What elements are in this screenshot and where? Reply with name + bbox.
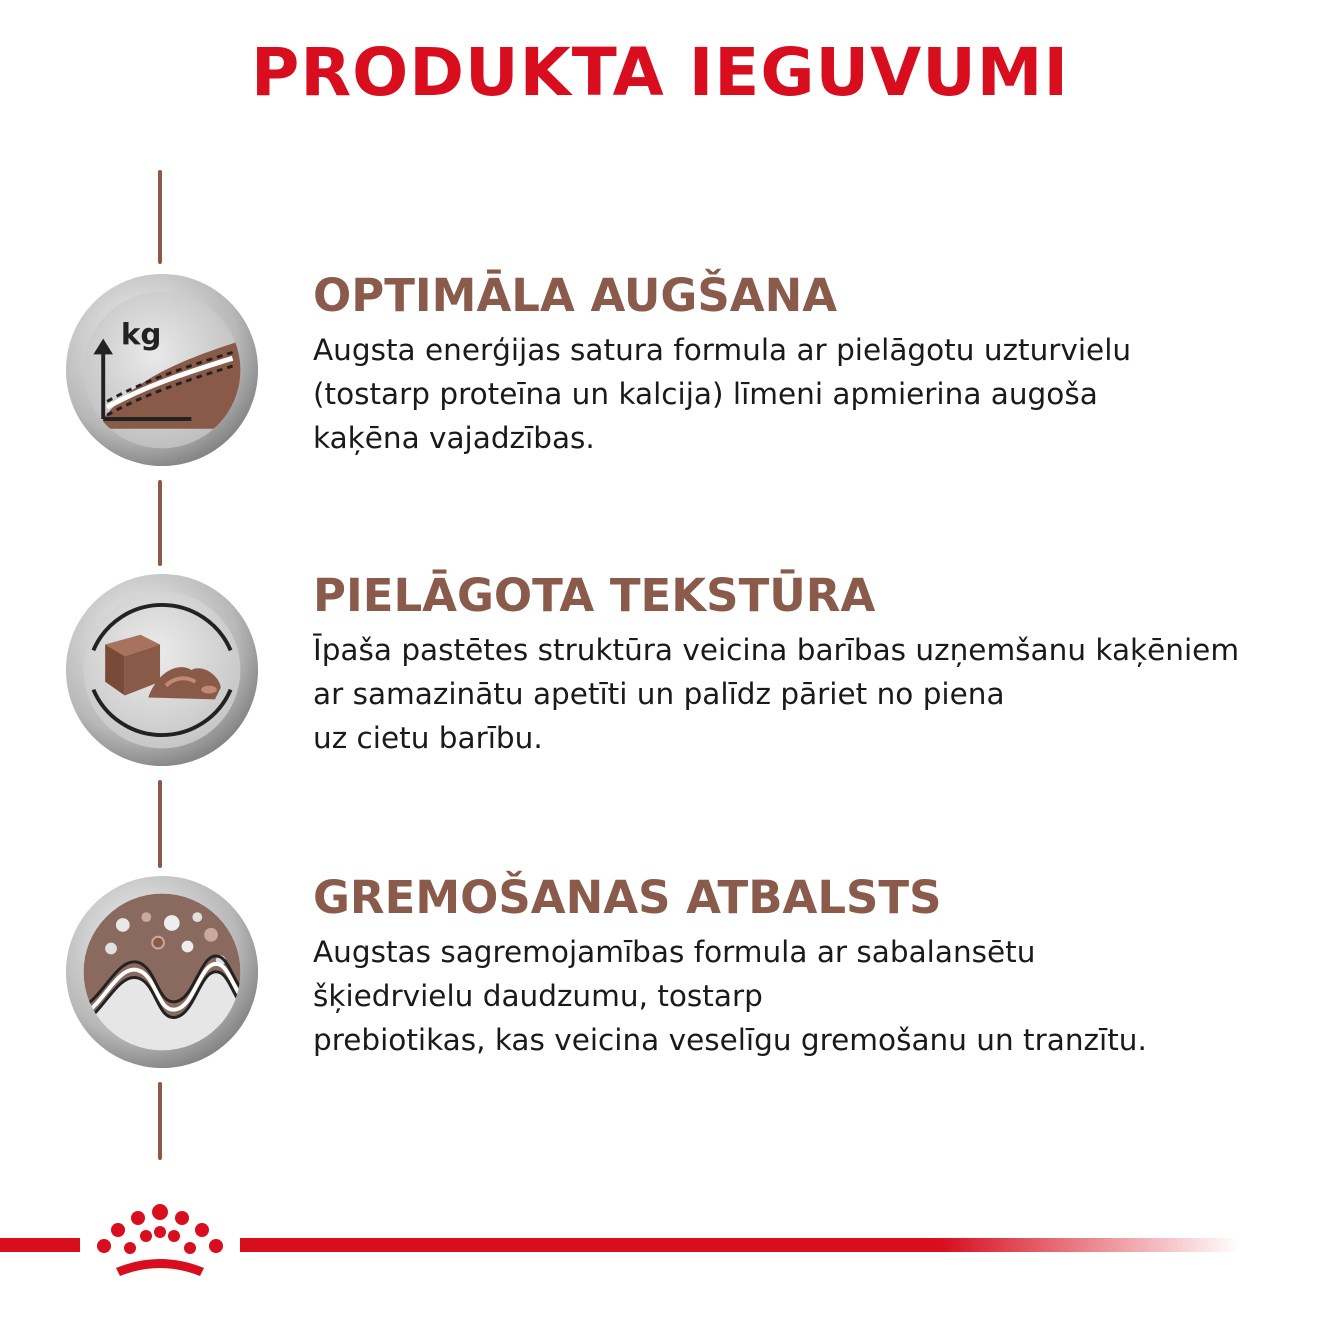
footer-bar-right xyxy=(240,1238,1240,1252)
benefit-heading-digestion: GREMOŠANAS ATBALSTS xyxy=(313,871,942,924)
kg-label: kg xyxy=(120,317,162,352)
digestion-icon xyxy=(64,874,260,1070)
royal-crown-logo xyxy=(92,1202,228,1288)
timeline-line xyxy=(158,1082,162,1160)
benefit-text-line: Augstas sagremojamības formula ar sabalansētu xyxy=(313,935,1036,969)
benefit-text-line: šķiedrvielu daudzumu, tostarp xyxy=(313,979,763,1013)
benefit-heading-texture: PIELĀGOTA TEKSTŪRA xyxy=(313,569,876,622)
timeline-line xyxy=(158,170,162,264)
footer-bar-left xyxy=(0,1238,80,1252)
benefit-heading-growth: OPTIMĀLA AUGŠANA xyxy=(313,269,838,322)
timeline-line xyxy=(158,780,162,868)
weight-growth-icon xyxy=(64,272,260,468)
benefit-text-line: Augsta enerģijas satura formula ar pielāgotu uzturvielu xyxy=(313,333,1132,367)
benefit-text-growth xyxy=(313,328,1303,460)
benefit-text-line: uz cietu barību. xyxy=(313,721,543,755)
benefit-text-line: (tostarp proteīna un kalcija) līmeni apmierina augoša xyxy=(313,377,1098,411)
benefit-text-line: prebiotikas, kas veicina veselīgu gremošanu un tranzītu. xyxy=(313,1023,1147,1057)
benefit-text-line: ar samazinātu apetīti un palīdz pāriet no piena xyxy=(313,677,1005,711)
page-title: PRODUKTA IEGUVUMI xyxy=(250,34,1070,111)
pate-texture-icon xyxy=(64,572,260,768)
benefit-text-texture xyxy=(313,628,1303,760)
benefit-text-line: Īpaša pastētes struktūra veicina barības uzņemšanu kaķēniem xyxy=(313,633,1240,667)
benefit-text-line: kaķēna vajadzības. xyxy=(313,421,595,455)
benefit-text-digestion xyxy=(313,930,1303,1062)
timeline-line xyxy=(158,480,162,566)
